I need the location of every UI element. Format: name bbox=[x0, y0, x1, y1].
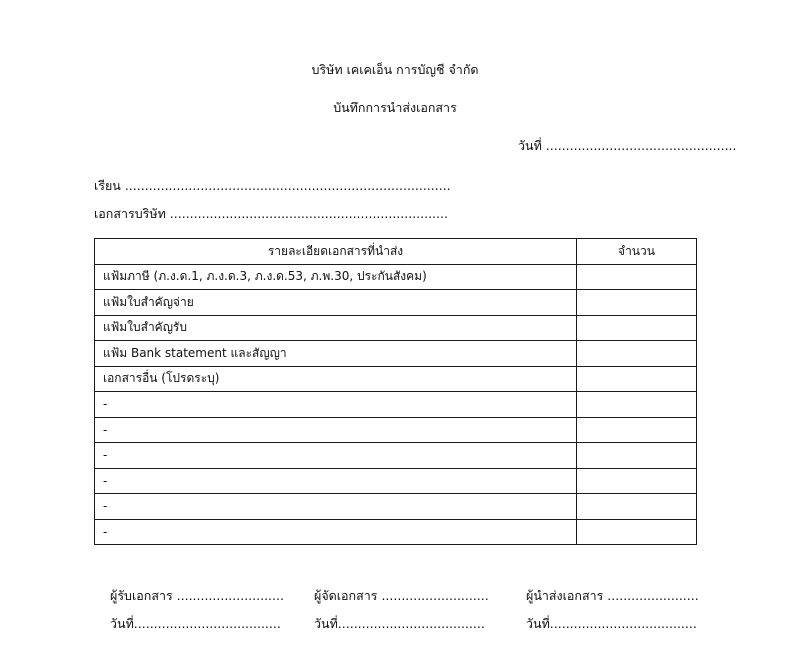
table-row bbox=[95, 264, 697, 290]
receiver-signature-field: ผู้รับเอกสาร ........................... bbox=[110, 588, 284, 603]
quantity-cell[interactable] bbox=[577, 392, 697, 418]
column-header-details: รายละเอียดเอกสารที่นำส่ง bbox=[95, 239, 577, 265]
date-field: วันที่ ................................................ bbox=[518, 138, 737, 153]
quantity-cell[interactable] bbox=[577, 443, 697, 469]
table-row bbox=[95, 341, 697, 367]
item-cell[interactable]: - bbox=[95, 392, 577, 418]
table-row bbox=[95, 443, 697, 469]
quantity-cell[interactable] bbox=[577, 468, 697, 494]
item-cell[interactable]: - bbox=[95, 443, 577, 469]
quantity-cell[interactable] bbox=[577, 494, 697, 520]
company-name: บริษัท เคเคเอ็น การบัญชี จำกัด bbox=[311, 62, 479, 77]
sender-signature-field: ผู้นำส่งเอกสาร ....................... bbox=[526, 588, 699, 603]
item-cell[interactable]: - bbox=[95, 417, 577, 443]
table-row bbox=[95, 315, 697, 341]
quantity-cell[interactable] bbox=[577, 417, 697, 443]
document-table bbox=[94, 238, 697, 545]
company-documents-field: เอกสารบริษัท ...................................................................... bbox=[94, 206, 448, 221]
document-title: บันทึกการนำส่งเอกสาร bbox=[333, 100, 457, 115]
sender-date-field: วันที่..................................... bbox=[526, 616, 697, 631]
item-cell: เอกสารอื่น (โปรดระบุ) bbox=[95, 366, 577, 392]
quantity-cell[interactable] bbox=[577, 264, 697, 290]
column-header-quantity: จำนวน bbox=[577, 239, 697, 265]
addressee-field: เรียน .................................................................................. bbox=[94, 178, 451, 193]
quantity-cell[interactable] bbox=[577, 519, 697, 545]
table-header-row bbox=[95, 239, 697, 265]
table-row bbox=[95, 290, 697, 316]
quantity-cell[interactable] bbox=[577, 290, 697, 316]
item-cell[interactable]: - bbox=[95, 494, 577, 520]
preparer-signature-field: ผู้จัดเอกสาร ........................... bbox=[314, 588, 489, 603]
item-cell[interactable]: - bbox=[95, 468, 577, 494]
table-row bbox=[95, 417, 697, 443]
table-row bbox=[95, 392, 697, 418]
item-cell: แฟ้ม Bank statement และสัญญา bbox=[95, 341, 577, 367]
item-cell: แฟ้มใบสำคัญจ่าย bbox=[95, 290, 577, 316]
preparer-date-field: วันที่..................................... bbox=[314, 616, 485, 631]
quantity-cell[interactable] bbox=[577, 315, 697, 341]
receiver-date-field: วันที่..................................... bbox=[110, 616, 281, 631]
quantity-cell[interactable] bbox=[577, 366, 697, 392]
item-cell: แฟ้มภาษี (ภ.ง.ด.1, ภ.ง.ด.3, ภ.ง.ด.53, ภ.พ.30, ประกันสังคม) bbox=[95, 264, 577, 290]
item-cell: แฟ้มใบสำคัญรับ bbox=[95, 315, 577, 341]
table-row bbox=[95, 468, 697, 494]
table-row bbox=[95, 494, 697, 520]
item-cell[interactable]: - bbox=[95, 519, 577, 545]
table-row bbox=[95, 519, 697, 545]
table-row bbox=[95, 366, 697, 392]
quantity-cell[interactable] bbox=[577, 341, 697, 367]
